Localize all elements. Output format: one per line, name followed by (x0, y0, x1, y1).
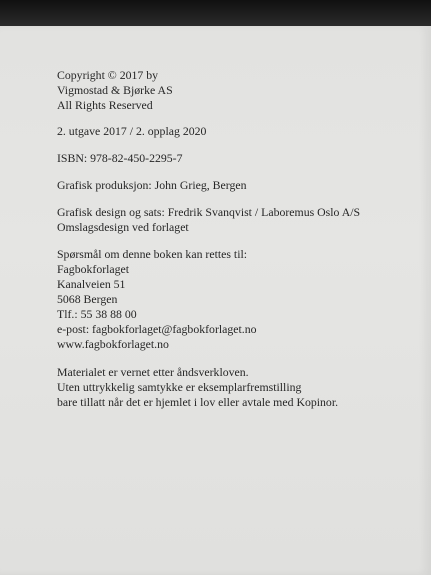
copyright-line: Copyright © 2017 by (57, 68, 159, 82)
rights-block (57, 365, 422, 410)
isbn-block (57, 151, 422, 166)
edition-block (57, 124, 422, 139)
street-address: Kanalveien 51 (57, 277, 126, 291)
rights-reserved: All Rights Reserved (57, 98, 153, 112)
copyright-holder: Vigmostad & Bjørke AS (57, 83, 173, 97)
city-address: 5068 Bergen (57, 292, 118, 306)
edition-line: 2. utgave 2017 / 2. opplag 2020 (57, 124, 207, 138)
isbn-line: ISBN: 978-82-450-2295-7 (57, 151, 183, 165)
email-address: e-post: fagbokforlaget@fagbokforlaget.no (57, 322, 257, 336)
rights-line-3: bare tillatt når det er hjemlet i lov eller avtale med Kopinor. (57, 395, 339, 409)
cover-design-line: Omslagsdesign ved forlaget (57, 220, 189, 234)
production-block (57, 178, 422, 193)
production-line: Grafisk produksjon: John Grieg, Bergen (57, 178, 247, 192)
colophon-text (57, 68, 422, 410)
publisher-name: Fagbokforlaget (57, 262, 130, 276)
copyright-block (57, 68, 422, 113)
design-line: Grafisk design og sats: Fredrik Svanqvist / Laboremus Oslo A/S (57, 205, 361, 219)
design-block (57, 205, 422, 235)
dark-background-edge (0, 0, 431, 26)
website-address: www.fagbokforlaget.no (57, 337, 169, 351)
contact-intro: Spørsmål om denne boken kan rettes til: (57, 247, 248, 261)
phone-number: Tlf.: 55 38 88 00 (57, 307, 137, 321)
contact-block (57, 247, 422, 352)
rights-line-2: Uten uttrykkelig samtykke er eksemplarfremstilling (57, 380, 302, 394)
rights-line-1: Materialet er vernet etter åndsverkloven. (57, 365, 249, 379)
